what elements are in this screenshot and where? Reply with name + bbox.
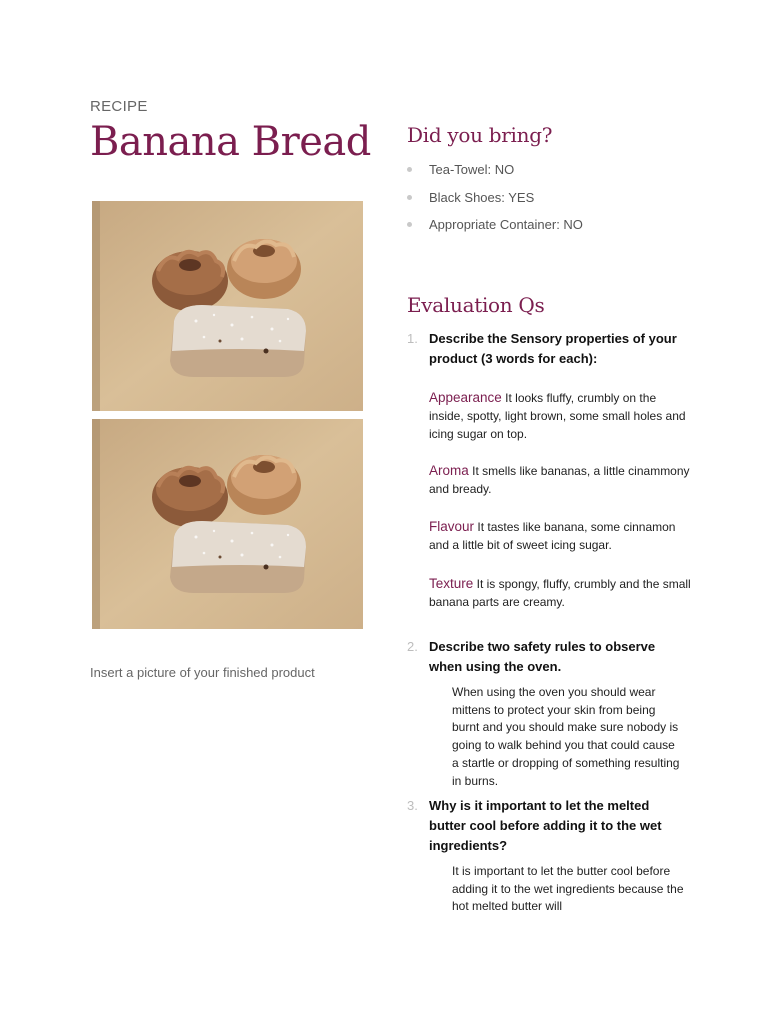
banana-bread-photo-image [92, 419, 363, 629]
question-number: 2. [407, 639, 418, 654]
question-text: Describe the Sensory properties of your product (3 words for each): [429, 331, 677, 366]
sensory-flavour [429, 518, 691, 554]
question-number: 3. [407, 798, 418, 813]
answer-text: It is important to let the butter cool before adding it to the wet ingredients because the hot melted butter will [452, 864, 684, 914]
sensory-text: It looks fluffy, crumbly on the inside, spotty, light brown, some small holes and icing sugar on top. [429, 391, 686, 441]
question-text: Describe two safety rules to observe when using the oven. [429, 639, 656, 674]
list-item [407, 188, 583, 216]
product-photo [92, 419, 363, 629]
bring-list [407, 160, 583, 243]
bullet-icon [407, 167, 412, 172]
bring-item-label: Appropriate Container: NO [429, 217, 583, 232]
recipe-label: RECIPE [90, 98, 148, 115]
sensory-text: It is spongy, fluffy, crumbly and the small banana parts are creamy. [429, 577, 691, 609]
evaluation-heading: Evaluation Qs [407, 293, 545, 317]
list-item [407, 160, 583, 188]
list-item [407, 215, 583, 243]
sensory-text: It tastes like banana, some cinnamon and a little bit of sweet icing sugar. [429, 520, 676, 552]
product-photo [92, 201, 363, 411]
sensory-texture [429, 575, 691, 611]
sensory-term: Flavour [429, 519, 475, 534]
banana-bread-photo-image [92, 201, 363, 411]
sensory-term: Aroma [429, 463, 469, 478]
sensory-appearance [429, 389, 691, 443]
bring-item-label: Black Shoes: YES [429, 189, 535, 205]
sensory-term: Texture [429, 576, 474, 591]
sensory-term: Appearance [429, 390, 502, 405]
question-text: Why is it important to let the melted butter cool before adding it to the wet ingredients? [429, 798, 662, 853]
answer-text: When using the oven you should wear mittens to protect your skin from being burnt and you should make sure nobody is going to walk behind you that could cause a startle or dropping of something resulting in burns. [452, 685, 680, 788]
sensory-aroma [429, 462, 691, 498]
page-title: Banana Bread [90, 119, 371, 165]
bring-item-label: Tea-Towel: NO [429, 162, 515, 177]
bullet-icon [407, 195, 412, 200]
bring-heading: Did you bring? [407, 123, 553, 147]
sensory-text: It smells like bananas, a little cinammony and bready. [429, 464, 690, 496]
photo-caption: Insert a picture of your finished product [90, 665, 315, 680]
bullet-icon [407, 222, 412, 227]
question-number: 1. [407, 331, 418, 346]
